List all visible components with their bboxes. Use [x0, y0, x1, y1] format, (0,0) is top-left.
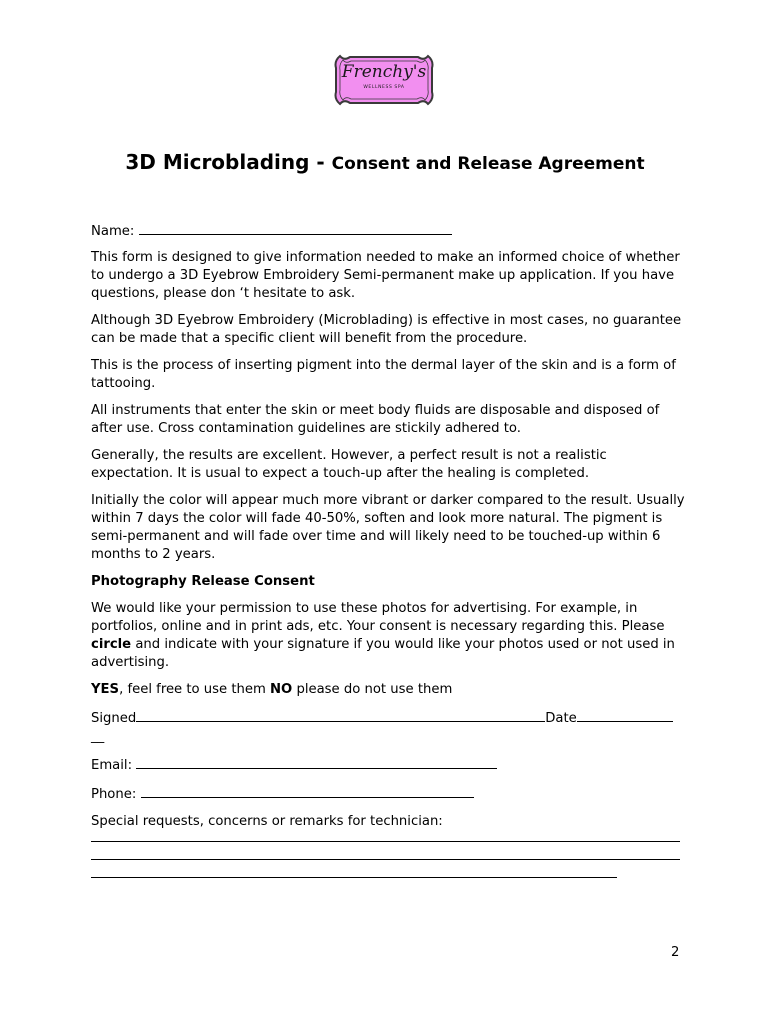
signed-label: Signed — [91, 711, 137, 726]
frenchys-logo — [330, 52, 438, 108]
title-sub: Consent and Release Agreement — [331, 154, 645, 174]
photo-release-body-end: and indicate with your signature if you would like your photos used or not used in advertising. — [91, 637, 675, 670]
paragraph-results: Generally, the results are excellent. However, a perfect result is not a realistic expectation. It is usual to expect a touch-up after the healing is completed. — [91, 448, 607, 481]
title-main: 3D Microblading - — [125, 150, 332, 174]
paragraph-color: Initially the color will appear much more vibrant or darker compared to the result. Usually within 7 days the color will fade 40-50%, soften and look more natural. The pigment is semi-permanent and will fade over time and will likely need to be touched-up within 6 months to 2 years. — [91, 493, 685, 562]
yes-option-text: , feel free to use them — [119, 682, 271, 697]
name-label: Name: — [91, 224, 139, 239]
date-label: Date — [545, 711, 577, 726]
special-requests-label: Special requests, concerns or remarks for technician: — [91, 814, 443, 829]
page-number: 2 — [671, 945, 680, 960]
phone-label: Phone: — [91, 787, 141, 802]
name-row — [91, 221, 691, 241]
photo-release-body-bold: circle — [91, 637, 132, 652]
email-label: Email: — [91, 758, 137, 773]
phone-field[interactable] — [141, 784, 474, 798]
photo-release-body-start: We would like your permission to use these photos for advertising. For example, in portfolios, online and in print ads, etc. Your consent is necessary regarding this. Please — [91, 601, 665, 634]
special-requests-line-3[interactable] — [91, 879, 691, 898]
logo-wordmark: Frenchy's — [341, 62, 427, 82]
photo-release-body — [91, 600, 691, 672]
paragraph-intro: This form is designed to give information needed to make an informed choice of whether to undergo a 3D Eyebrow Embroidery Semi-permanent make up application. If you have questions, please don ‘t hesitate to ask. — [91, 250, 680, 301]
email-row — [91, 755, 691, 775]
yes-option[interactable]: YES — [91, 682, 120, 697]
no-option[interactable]: NO — [270, 682, 293, 697]
page-title — [0, 150, 770, 174]
signature-field[interactable] — [136, 708, 545, 722]
photo-consent-choice — [91, 681, 691, 699]
photo-release-heading-text: Photography Release Consent — [91, 574, 315, 589]
phone-row — [91, 784, 691, 804]
paragraph-process: This is the process of inserting pigment into the dermal layer of the skin and is a form of tattooing. — [91, 358, 676, 391]
date-field[interactable] — [577, 708, 673, 722]
logo-tagline: WELLNESS SPA — [363, 85, 405, 90]
date-overflow: __ — [91, 729, 105, 744]
photo-release-heading — [91, 573, 691, 591]
paragraph-instruments: All instruments that enter the skin or meet body fluids are disposable and disposed of after use. Cross contamination guidelines are stickily adhered to. — [91, 403, 660, 436]
no-option-text: please do not use them — [292, 682, 453, 697]
paragraph-guarantee: Although 3D Eyebrow Embroidery (Microblading) is effective in most cases, no guarantee can be made that a specific client will benefit from the procedure. — [91, 313, 682, 346]
special-requests-line-1[interactable] — [91, 841, 691, 860]
name-field[interactable] — [139, 221, 452, 235]
form-content — [91, 221, 691, 898]
signature-row — [91, 708, 691, 728]
email-field[interactable] — [136, 755, 497, 769]
